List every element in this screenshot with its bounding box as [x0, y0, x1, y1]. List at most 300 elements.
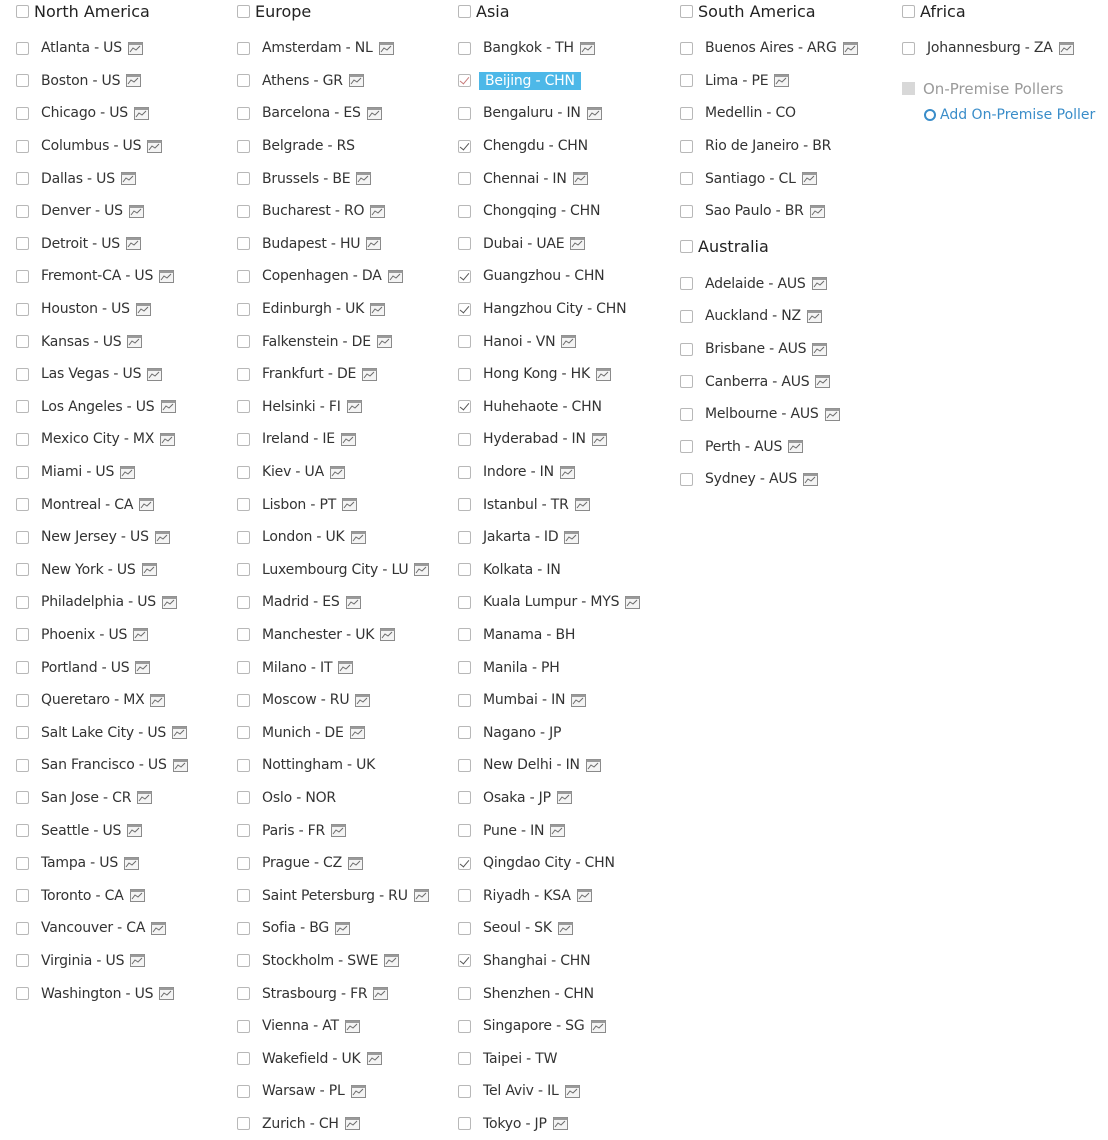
city-item[interactable] [680, 65, 895, 98]
chart-icon[interactable] [573, 172, 588, 185]
city-item[interactable] [458, 619, 673, 652]
city-checkbox[interactable] [680, 375, 693, 388]
city-checkbox[interactable] [16, 42, 29, 55]
city-checkbox[interactable] [16, 270, 29, 283]
chart-icon[interactable] [350, 726, 365, 739]
chart-icon[interactable] [120, 466, 135, 479]
city-item[interactable] [680, 365, 895, 398]
city-checkbox[interactable] [680, 408, 693, 421]
city-checkbox-checked[interactable] [458, 303, 471, 316]
city-checkbox[interactable] [237, 140, 250, 153]
city-checkbox[interactable] [680, 473, 693, 486]
city-checkbox[interactable] [16, 563, 29, 576]
city-item[interactable] [16, 586, 226, 619]
chart-icon[interactable] [173, 759, 188, 772]
chart-icon[interactable] [414, 889, 429, 902]
city-checkbox[interactable] [237, 107, 250, 120]
city-item[interactable] [237, 521, 452, 554]
city-checkbox[interactable] [16, 400, 29, 413]
city-item[interactable] [237, 814, 452, 847]
chart-icon[interactable] [591, 1020, 606, 1033]
city-item[interactable] [237, 228, 452, 261]
city-checkbox[interactable] [237, 400, 250, 413]
chart-icon[interactable] [565, 1085, 580, 1098]
city-item[interactable] [16, 521, 226, 554]
city-item[interactable] [902, 32, 1102, 65]
chart-icon[interactable] [127, 824, 142, 837]
chart-icon[interactable] [150, 694, 165, 707]
city-item[interactable] [458, 325, 673, 358]
city-item[interactable] [237, 912, 452, 945]
city-item[interactable] [16, 325, 226, 358]
city-item[interactable] [237, 65, 452, 98]
city-checkbox[interactable] [680, 107, 693, 120]
region-header-australia[interactable] [680, 236, 895, 258]
city-item[interactable] [237, 293, 452, 326]
city-item[interactable] [237, 554, 452, 587]
city-checkbox[interactable] [680, 205, 693, 218]
chart-icon[interactable] [135, 661, 150, 674]
chart-icon[interactable] [139, 498, 154, 511]
chart-icon[interactable] [561, 335, 576, 348]
chart-icon[interactable] [348, 857, 363, 870]
chart-icon[interactable] [159, 270, 174, 283]
chart-icon[interactable] [1059, 42, 1074, 55]
chart-icon[interactable] [137, 791, 152, 804]
city-checkbox-checked[interactable] [458, 400, 471, 413]
city-checkbox[interactable] [237, 922, 250, 935]
chart-icon[interactable] [172, 726, 187, 739]
city-checkbox[interactable] [237, 498, 250, 511]
city-checkbox[interactable] [458, 628, 471, 641]
chart-icon[interactable] [147, 368, 162, 381]
city-item[interactable] [458, 554, 673, 587]
city-item[interactable] [680, 97, 895, 130]
city-item[interactable] [458, 586, 673, 619]
region-checkbox-asia[interactable] [458, 5, 471, 18]
city-checkbox[interactable] [458, 172, 471, 185]
city-checkbox-checked[interactable] [458, 954, 471, 967]
city-checkbox[interactable] [237, 368, 250, 381]
city-item[interactable] [237, 782, 452, 815]
city-checkbox[interactable] [16, 791, 29, 804]
city-checkbox[interactable] [458, 1020, 471, 1033]
city-item[interactable] [458, 716, 673, 749]
city-checkbox[interactable] [16, 759, 29, 772]
region-header-europe[interactable] [237, 0, 452, 22]
chart-icon[interactable] [812, 343, 827, 356]
chart-icon[interactable] [161, 400, 176, 413]
city-item[interactable] [16, 651, 226, 684]
chart-icon[interactable] [370, 205, 385, 218]
region-header-africa[interactable] [902, 0, 1102, 22]
city-checkbox[interactable] [16, 498, 29, 511]
chart-icon[interactable] [159, 987, 174, 1000]
city-checkbox[interactable] [16, 433, 29, 446]
city-checkbox-checked[interactable] [458, 857, 471, 870]
city-checkbox[interactable] [237, 628, 250, 641]
city-item[interactable] [680, 195, 895, 228]
city-checkbox[interactable] [16, 889, 29, 902]
city-item[interactable] [458, 782, 673, 815]
chart-icon[interactable] [335, 922, 350, 935]
city-item[interactable] [237, 945, 452, 978]
chart-icon[interactable] [557, 791, 572, 804]
chart-icon[interactable] [151, 922, 166, 935]
chart-icon[interactable] [370, 303, 385, 316]
city-checkbox[interactable] [680, 343, 693, 356]
chart-icon[interactable] [134, 107, 149, 120]
city-item[interactable] [458, 1075, 673, 1108]
city-item[interactable] [458, 97, 673, 130]
city-item[interactable] [680, 130, 895, 163]
chart-icon[interactable] [558, 922, 573, 935]
chart-icon[interactable] [147, 140, 162, 153]
chart-icon[interactable] [121, 172, 136, 185]
city-item[interactable] [16, 977, 226, 1010]
city-checkbox-checked[interactable] [458, 74, 471, 87]
city-item[interactable] [458, 228, 673, 261]
city-checkbox[interactable] [237, 335, 250, 348]
chart-icon[interactable] [129, 205, 144, 218]
city-checkbox[interactable] [458, 759, 471, 772]
chart-icon[interactable] [580, 42, 595, 55]
region-checkbox-africa[interactable] [902, 5, 915, 18]
city-item[interactable] [16, 97, 226, 130]
city-checkbox[interactable] [237, 172, 250, 185]
city-item[interactable] [16, 358, 226, 391]
city-item[interactable] [458, 945, 673, 978]
city-item[interactable] [237, 1010, 452, 1043]
chart-icon[interactable] [347, 400, 362, 413]
city-checkbox[interactable] [680, 310, 693, 323]
region-checkbox-south-america[interactable] [680, 5, 693, 18]
chart-icon[interactable] [560, 466, 575, 479]
city-item[interactable] [16, 488, 226, 521]
city-item[interactable] [237, 879, 452, 912]
city-item[interactable] [680, 268, 895, 301]
city-item[interactable] [458, 391, 673, 424]
chart-icon[interactable] [366, 237, 381, 250]
chart-icon[interactable] [345, 1020, 360, 1033]
chart-icon[interactable] [351, 531, 366, 544]
city-checkbox[interactable] [458, 205, 471, 218]
chart-icon[interactable] [367, 107, 382, 120]
chart-icon[interactable] [377, 335, 392, 348]
chart-icon[interactable] [384, 954, 399, 967]
city-item[interactable] [237, 97, 452, 130]
city-item[interactable] [16, 130, 226, 163]
city-item[interactable] [237, 391, 452, 424]
chart-icon[interactable] [774, 74, 789, 87]
city-checkbox[interactable] [16, 726, 29, 739]
city-checkbox[interactable] [237, 759, 250, 772]
chart-icon[interactable] [349, 74, 364, 87]
city-checkbox[interactable] [237, 791, 250, 804]
city-item[interactable] [237, 456, 452, 489]
city-item[interactable] [16, 260, 226, 293]
city-checkbox[interactable] [902, 42, 915, 55]
city-checkbox[interactable] [237, 563, 250, 576]
city-checkbox[interactable] [237, 42, 250, 55]
chart-icon[interactable] [803, 473, 818, 486]
city-checkbox[interactable] [16, 140, 29, 153]
chart-icon[interactable] [351, 1085, 366, 1098]
city-checkbox[interactable] [237, 824, 250, 837]
chart-icon[interactable] [564, 531, 579, 544]
chart-icon[interactable] [388, 270, 403, 283]
city-item[interactable] [458, 162, 673, 195]
city-item[interactable] [458, 358, 673, 391]
city-item[interactable] [16, 228, 226, 261]
city-checkbox[interactable] [237, 531, 250, 544]
chart-icon[interactable] [802, 172, 817, 185]
chart-icon[interactable] [356, 172, 371, 185]
city-item[interactable] [237, 651, 452, 684]
city-checkbox[interactable] [458, 563, 471, 576]
city-item[interactable] [458, 423, 673, 456]
city-checkbox[interactable] [458, 987, 471, 1000]
city-checkbox[interactable] [680, 42, 693, 55]
city-item[interactable] [237, 619, 452, 652]
city-item[interactable] [458, 814, 673, 847]
city-item[interactable] [16, 554, 226, 587]
city-item[interactable] [16, 879, 226, 912]
city-checkbox[interactable] [16, 694, 29, 707]
city-item[interactable] [237, 162, 452, 195]
city-item[interactable] [237, 684, 452, 717]
city-checkbox[interactable] [16, 368, 29, 381]
city-item[interactable] [458, 749, 673, 782]
region-header-asia[interactable] [458, 0, 673, 22]
city-item[interactable] [16, 912, 226, 945]
city-checkbox[interactable] [16, 922, 29, 935]
city-checkbox[interactable] [237, 726, 250, 739]
chart-icon[interactable] [810, 205, 825, 218]
city-checkbox[interactable] [237, 433, 250, 446]
city-item[interactable] [458, 260, 673, 293]
city-item[interactable] [458, 65, 673, 98]
city-item[interactable] [237, 1042, 452, 1075]
city-item[interactable] [237, 1075, 452, 1108]
city-checkbox[interactable] [237, 74, 250, 87]
city-item[interactable] [237, 130, 452, 163]
city-checkbox[interactable] [458, 889, 471, 902]
city-item[interactable] [458, 195, 673, 228]
city-item[interactable] [458, 130, 673, 163]
chart-icon[interactable] [133, 628, 148, 641]
city-item[interactable] [16, 456, 226, 489]
city-item[interactable] [16, 945, 226, 978]
add-on-premise-poller-link[interactable] [924, 107, 1102, 123]
city-checkbox[interactable] [458, 42, 471, 55]
city-checkbox[interactable] [237, 1085, 250, 1098]
chart-icon[interactable] [128, 42, 143, 55]
city-checkbox-checked[interactable] [458, 140, 471, 153]
chart-icon[interactable] [570, 237, 585, 250]
city-item[interactable] [16, 65, 226, 98]
chart-icon[interactable] [586, 759, 601, 772]
city-checkbox[interactable] [16, 466, 29, 479]
city-item[interactable] [458, 521, 673, 554]
chart-icon[interactable] [379, 42, 394, 55]
city-checkbox[interactable] [16, 237, 29, 250]
city-checkbox[interactable] [237, 954, 250, 967]
city-checkbox[interactable] [237, 237, 250, 250]
city-item[interactable] [16, 749, 226, 782]
city-checkbox[interactable] [680, 277, 693, 290]
city-checkbox[interactable] [458, 596, 471, 609]
city-checkbox[interactable] [458, 726, 471, 739]
chart-icon[interactable] [331, 824, 346, 837]
city-checkbox[interactable] [16, 107, 29, 120]
region-checkbox-australia[interactable] [680, 240, 693, 253]
city-item[interactable] [237, 358, 452, 391]
city-item[interactable] [237, 586, 452, 619]
city-item[interactable] [16, 847, 226, 880]
city-item[interactable] [237, 195, 452, 228]
city-item[interactable] [458, 879, 673, 912]
city-item[interactable] [458, 1010, 673, 1043]
city-item[interactable] [16, 32, 226, 65]
city-checkbox[interactable] [458, 466, 471, 479]
city-checkbox[interactable] [237, 303, 250, 316]
city-checkbox[interactable] [458, 237, 471, 250]
chart-icon[interactable] [825, 408, 840, 421]
city-checkbox[interactable] [16, 954, 29, 967]
city-item[interactable] [16, 162, 226, 195]
city-item[interactable] [458, 32, 673, 65]
chart-icon[interactable] [362, 368, 377, 381]
chart-icon[interactable] [812, 277, 827, 290]
city-item[interactable] [458, 651, 673, 684]
city-checkbox[interactable] [237, 596, 250, 609]
chart-icon[interactable] [414, 563, 429, 576]
chart-icon[interactable] [136, 303, 151, 316]
city-item[interactable] [680, 300, 895, 333]
city-item[interactable] [16, 195, 226, 228]
chart-icon[interactable] [843, 42, 858, 55]
chart-icon[interactable] [587, 107, 602, 120]
city-checkbox[interactable] [458, 922, 471, 935]
city-item[interactable] [458, 456, 673, 489]
chart-icon[interactable] [571, 694, 586, 707]
chart-icon[interactable] [575, 498, 590, 511]
city-item[interactable] [237, 32, 452, 65]
city-checkbox[interactable] [237, 889, 250, 902]
city-checkbox[interactable] [458, 791, 471, 804]
city-item[interactable] [16, 684, 226, 717]
chart-icon[interactable] [124, 857, 139, 870]
city-item[interactable] [237, 423, 452, 456]
chart-icon[interactable] [155, 531, 170, 544]
city-checkbox[interactable] [680, 440, 693, 453]
city-checkbox[interactable] [16, 987, 29, 1000]
city-checkbox[interactable] [458, 368, 471, 381]
chart-icon[interactable] [367, 1052, 382, 1065]
city-checkbox[interactable] [16, 74, 29, 87]
city-item[interactable] [680, 333, 895, 366]
chart-icon[interactable] [625, 596, 640, 609]
city-item[interactable] [16, 391, 226, 424]
city-checkbox[interactable] [16, 661, 29, 674]
city-checkbox[interactable] [237, 466, 250, 479]
city-checkbox[interactable] [458, 498, 471, 511]
chart-icon[interactable] [373, 987, 388, 1000]
chart-icon[interactable] [355, 694, 370, 707]
city-item[interactable] [237, 325, 452, 358]
chart-icon[interactable] [592, 433, 607, 446]
chart-icon[interactable] [130, 954, 145, 967]
city-checkbox[interactable] [16, 857, 29, 870]
city-checkbox[interactable] [16, 335, 29, 348]
city-item[interactable] [237, 716, 452, 749]
city-item[interactable] [458, 847, 673, 880]
chart-icon[interactable] [346, 596, 361, 609]
city-checkbox[interactable] [16, 172, 29, 185]
city-item[interactable] [680, 431, 895, 464]
city-checkbox[interactable] [458, 1052, 471, 1065]
city-item[interactable] [16, 423, 226, 456]
city-item[interactable] [16, 716, 226, 749]
city-item[interactable] [458, 293, 673, 326]
chart-icon[interactable] [341, 433, 356, 446]
city-item[interactable] [16, 293, 226, 326]
city-checkbox[interactable] [458, 335, 471, 348]
chart-icon[interactable] [807, 310, 822, 323]
city-item[interactable] [680, 398, 895, 431]
city-checkbox[interactable] [458, 824, 471, 837]
chart-icon[interactable] [577, 889, 592, 902]
city-checkbox-checked[interactable] [458, 270, 471, 283]
chart-icon[interactable] [160, 433, 175, 446]
city-checkbox[interactable] [237, 1020, 250, 1033]
city-item[interactable] [680, 32, 895, 65]
city-checkbox[interactable] [237, 1052, 250, 1065]
city-checkbox[interactable] [458, 694, 471, 707]
city-checkbox[interactable] [16, 205, 29, 218]
city-item[interactable] [680, 162, 895, 195]
chart-icon[interactable] [127, 335, 142, 348]
city-checkbox[interactable] [16, 303, 29, 316]
chart-icon[interactable] [126, 74, 141, 87]
chart-icon[interactable] [550, 824, 565, 837]
city-item[interactable] [16, 814, 226, 847]
city-checkbox[interactable] [237, 205, 250, 218]
city-item[interactable] [237, 749, 452, 782]
chart-icon[interactable] [330, 466, 345, 479]
region-checkbox-europe[interactable] [237, 5, 250, 18]
chart-icon[interactable] [130, 889, 145, 902]
city-item[interactable] [458, 912, 673, 945]
city-checkbox[interactable] [16, 824, 29, 837]
chart-icon[interactable] [596, 368, 611, 381]
city-checkbox[interactable] [16, 596, 29, 609]
city-checkbox[interactable] [458, 107, 471, 120]
city-checkbox[interactable] [237, 857, 250, 870]
chart-icon[interactable] [815, 375, 830, 388]
city-item[interactable] [458, 684, 673, 717]
chart-icon[interactable] [338, 661, 353, 674]
city-checkbox[interactable] [680, 140, 693, 153]
city-checkbox[interactable] [458, 433, 471, 446]
city-checkbox[interactable] [16, 628, 29, 641]
chart-icon[interactable] [142, 563, 157, 576]
city-item[interactable] [458, 488, 673, 521]
chart-icon[interactable] [380, 628, 395, 641]
region-header-south-america[interactable] [680, 0, 895, 22]
city-checkbox[interactable] [458, 661, 471, 674]
